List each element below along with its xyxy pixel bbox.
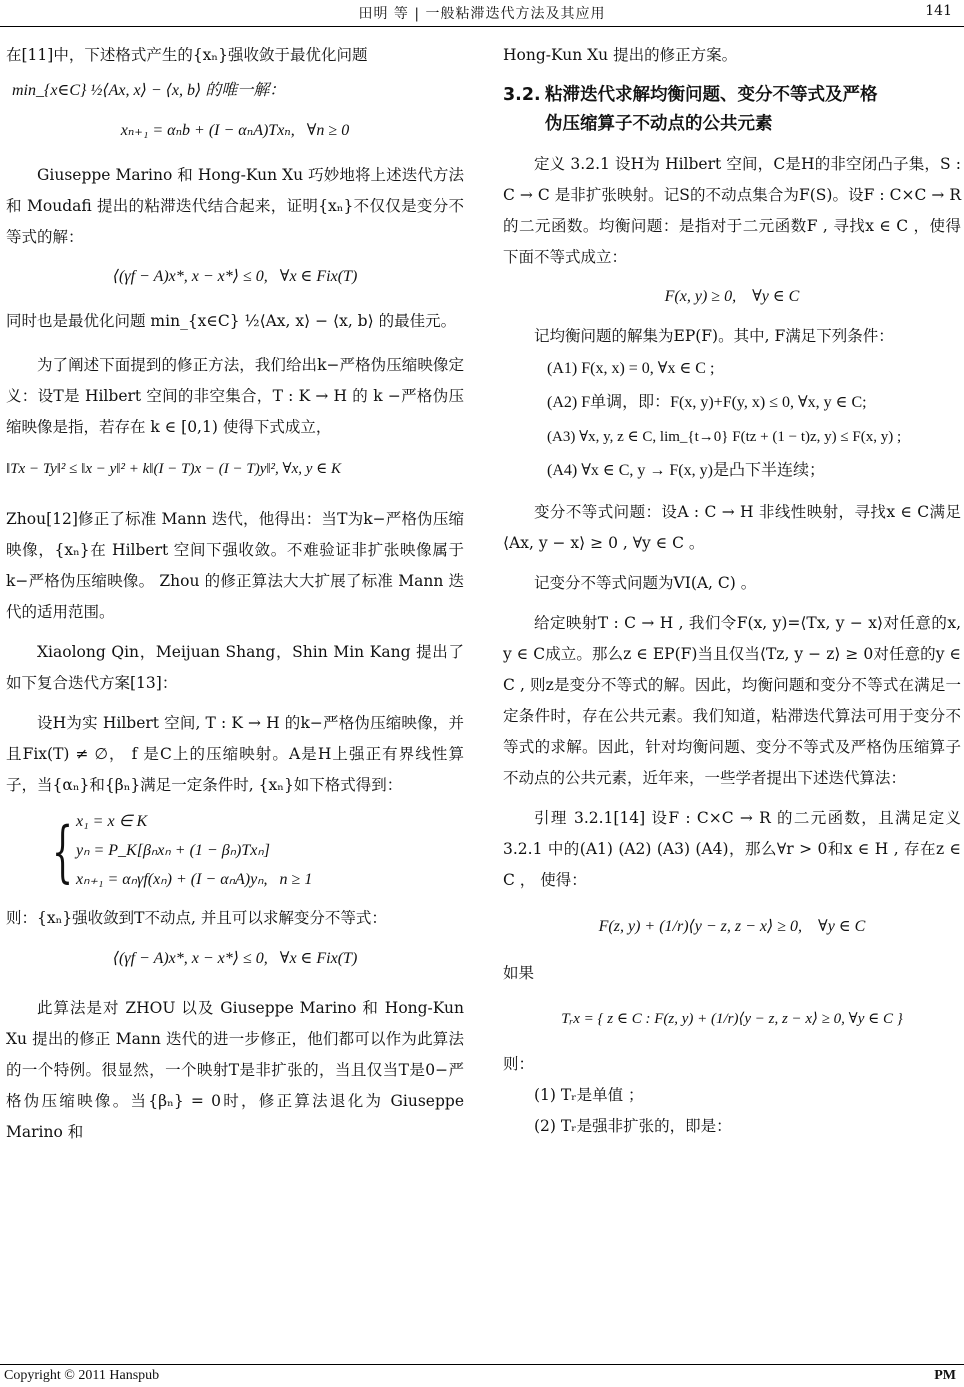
equation: ‖Tx − Ty‖² ≤ ‖x − y‖² + k‖(I − T)x − (I − T)y‖², ∀x, y ∈ K <box>6 461 342 477</box>
paragraph: 则： <box>503 1055 535 1073</box>
section-title-line: 粘滞迭代求解均衡问题、变分不等式及严格 <box>545 85 878 105</box>
paragraph: 记变分不等式问题为VI(A, C) 。 <box>534 574 757 592</box>
equation: xₙ₊₁ = αₙb + (I − αₙA)Txₙ, ∀n ≥ 0 <box>120 122 350 139</box>
equation: F(x, y) ≥ 0, ∀y ∈ C <box>664 288 800 305</box>
paragraph: Hong-Kun Xu 提出的修正方案。 <box>503 46 738 64</box>
paragraph: 则：{xₙ}强收敛到T不动点, 并且可以求解变分不等式： <box>6 909 387 927</box>
section-title-line: 伪压缩算子不动点的公共元素 <box>545 114 773 134</box>
paragraph: 记均衡问题的解集为EP(F)。其中, F满足下列条件： <box>534 327 894 345</box>
equation-system <box>52 807 464 897</box>
section-heading <box>503 81 961 139</box>
paragraph: 引理 3.2.1[14] 设F : C×C → R 的二元函数，且满足定义 3.2.1 中的(A1) (A2) (A3) (A4)，那么∀r > 0和x ∈ H , 存在z ∈ C ， 使得： <box>503 809 961 889</box>
paragraph: 如果 <box>503 964 535 982</box>
paragraph: 在[11]中，下述格式产生的{xₙ}强收敛于最优化问题 <box>6 46 368 64</box>
equation: ⟨(γf − A)x*, x − x*⟩ ≤ 0, ∀x ∈ Fix(T) <box>112 268 358 285</box>
condition: (A2) F单调，即：F(x, y)+F(y, x) ≤ 0, ∀x, y ∈ C; <box>547 394 867 411</box>
equation: Tᵣx = { z ∈ C : F(z, y) + (1/r)⟨y − z, z − x⟩ ≥ 0, ∀y ∈ C } <box>561 1011 903 1027</box>
paragraph: 设H为实 Hilbert 空间, T : K → H 的k−严格伪压缩映像，并且Fix(T) ≠ ∅， f 是C上的压缩映射。A是H上强正有界线性算子，当{αₙ}和{βₙ}满足一定条件时, {xₙ}如下格式得到： <box>6 714 464 794</box>
paragraph: 同时也是最优化问题 min_{x∈C} ½⟨Ax, x⟩ − ⟨x, b⟩ 的最佳元。 <box>6 312 457 330</box>
paragraph: 定义 3.2.1 设H为 Hilbert 空间，C是H的非空闭凸子集，S : C → C 是非扩张映射。记S的不动点集合为F(S)。设F : C×C → R 的二元函数。均衡问题：是指对于二元函数F , 寻找x ∈ C ，使得下面不等式成立： <box>503 155 961 266</box>
copyright: Copyright © 2011 Hanspub <box>4 1368 160 1383</box>
system-line: x₁ = x ∈ K <box>76 813 148 830</box>
list-item: (2) Tᵣ是强非扩张的，即是： <box>534 1117 732 1135</box>
paragraph: 变分不等式问题：设A : C → H 非线性映射，寻找x ∈ C满足⟨Ax, y − x⟩ ≥ 0 , ∀y ∈ C 。 <box>503 503 961 552</box>
paragraph: 为了阐述下面提到的修正方法，我们给出k−严格伪压缩映像定义：设T是 Hilbert 空间的非空集合，T : K → H 的 k −严格伪压缩映像是指，若存在 k ∈ [0,1) 使得下式成立， <box>6 356 464 436</box>
running-header <box>0 0 964 27</box>
equation: min_{x∈C} ½⟨Ax, x⟩ − ⟨x, b⟩ 的唯一解： <box>12 82 286 99</box>
paragraph: Xiaolong Qin，Meijuan Shang，Shin Min Kang 提出了如下复合迭代方案[13]： <box>6 643 464 692</box>
paragraph: 给定映射T : C → H , 我们令F(x, y)=⟨Tx, y − x⟩对任意的x, y ∈ C成立。那么z ∈ EP(F)当且仅当⟨Tz, y − z⟩ ≥ 0对任意的y ∈ C , 则z是变分不等式的解。因此，均衡问题和变分不等式在满足一定条件时，存在公共元素。我们知道，粘滞迭代算法可用于变分不等式的求解。因此，针对均衡问题、变分不等式及严格伪压缩算子不动点的公共元素，近年来，一些学者提出下述迭代算法： <box>503 614 961 787</box>
paragraph: Zhou[12]修正了标准 Mann 迭代，他得出：当T为k−严格伪压缩映像，{xₙ}在 Hilbert 空间下强收敛。不难验证非扩张映像属于k−严格伪压缩映像。 Zhou 的修正算法大大扩展了标准 Mann 迭代的适用范围。 <box>6 510 464 621</box>
equation: ⟨(γf − A)x*, x − x*⟩ ≤ 0, ∀x ∈ Fix(T) <box>112 950 358 967</box>
page-footer <box>0 1364 964 1387</box>
right-column <box>503 40 961 1142</box>
running-title: 田明 等 | 一般粘滞迭代方法及其应用 <box>358 6 606 22</box>
equation: F(z, y) + (1/r)⟨y − z, z − x⟩ ≥ 0, ∀y ∈ C <box>598 918 866 935</box>
list-item: (1) Tᵣ是单值 ； <box>534 1086 644 1104</box>
system-line: xₙ₊₁ = αₙγf(xₙ) + (I − αₙA)yₙ, n ≥ 1 <box>76 871 313 888</box>
condition: (A3) ∀x, y, z ∈ C, lim_{t→0} F(tz + (1 − t)z, y) ≤ F(x, y) ; <box>547 429 902 445</box>
condition: (A1) F(x, x) = 0, ∀x ∈ C ; <box>547 360 715 377</box>
left-brace: { <box>52 813 73 890</box>
system-line: yₙ = P_K[βₙxₙ + (1 − βₙ)Txₙ] <box>76 842 270 859</box>
condition: (A4) ∀x ∈ C, y → F(x, y)是凸下半连续； <box>547 462 825 479</box>
paragraph: Giuseppe Marino 和 Hong-Kun Xu 巧妙地将上述迭代方法和 Moudafi 提出的粘滞迭代结合起来，证明{xₙ}不仅仅是变分不等式的解： <box>6 166 464 246</box>
left-column <box>6 40 464 1148</box>
page-number: 141 <box>925 3 952 19</box>
journal-abbrev: PM <box>934 1368 956 1383</box>
section-number: 3.2. <box>503 85 541 105</box>
paragraph: 此算法是对 ZHOU 以及 Giuseppe Marino 和 Hong-Kun Xu 提出的修正 Mann 迭代的进一步修正，他们都可以作为此算法的一个特例。很显然，一个映射T是非扩张的，当且仅当T是0−严格伪压缩映像。当{βₙ} = 0时，修正算法退化为 Giuseppe Marino 和 <box>6 999 464 1141</box>
